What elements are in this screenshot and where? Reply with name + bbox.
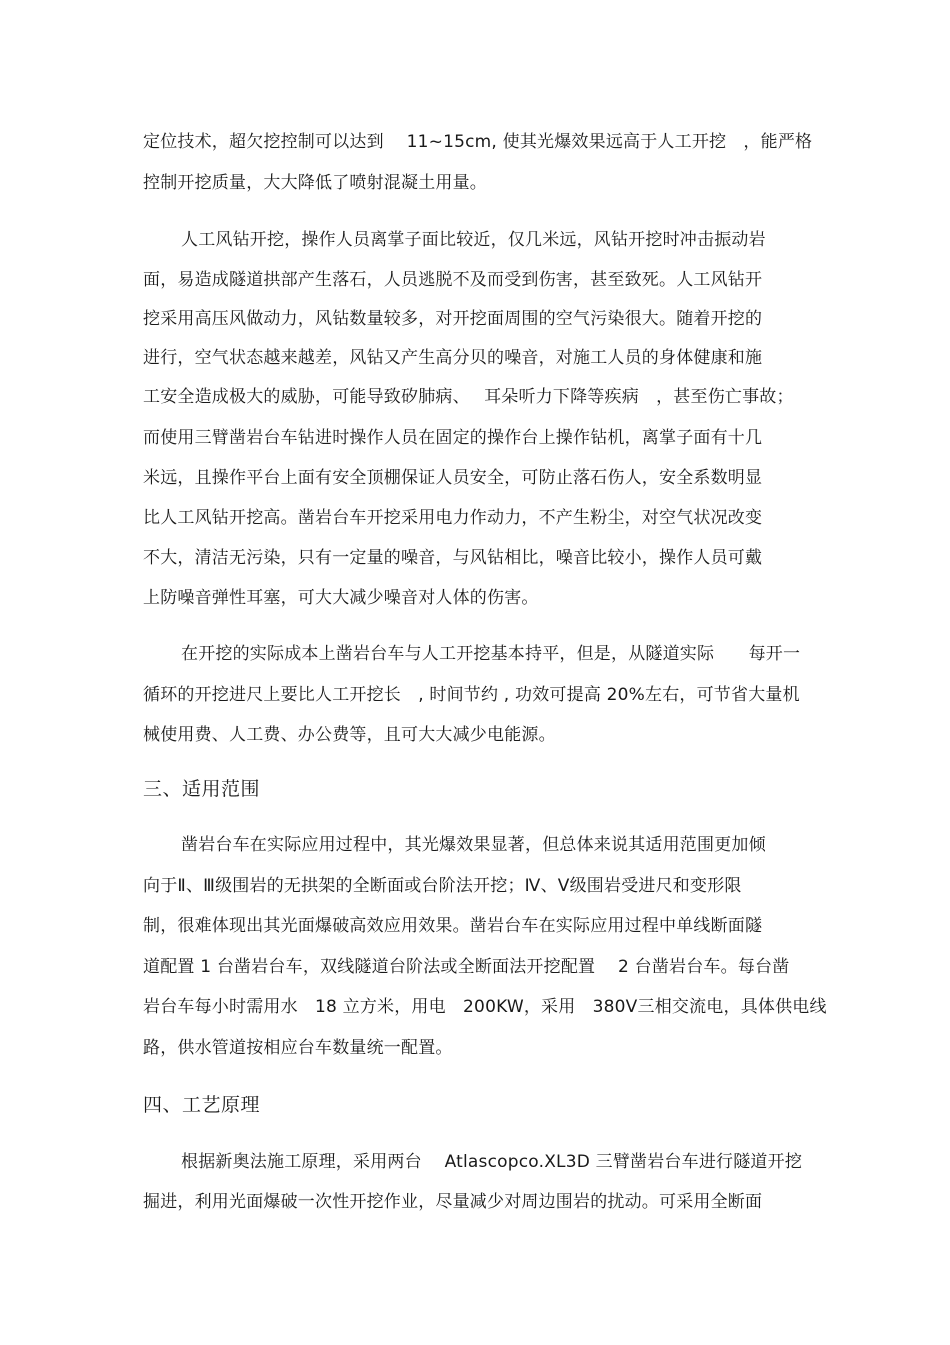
paragraph-2-line-5: 工安全造成极大的威胁，可能导致矽肺病、 耳朵听力下降等疾病 ，甚至伤亡事故； xyxy=(143,387,794,407)
section-heading-principle: 四、工艺原理 xyxy=(143,1094,261,1116)
section-heading-scope: 三、适用范围 xyxy=(143,778,261,800)
paragraph-4-line-3: 制，很难体现出其光面爆破高效应用效果。凿岩台车在实际应用过程中单线断面隧 xyxy=(143,916,763,936)
paragraph-4-line-4: 道配置 1 台凿岩台车，双线隧道台阶法或全断面法开挖配置 2 台凿岩台车。每台凿 xyxy=(143,957,790,977)
paragraph-5-line-1: 根据新奥法施工原理，采用两台 Atlascopco.XL3D 三臂凿岩台车进行隧道开挖 xyxy=(181,1152,803,1172)
paragraph-2-line-9: 不大，清洁无污染，只有一定量的噪音，与风钻相比，噪音比较小，操作人员可戴 xyxy=(143,548,763,568)
paragraph-3-line-2: 循环的开挖进尺上要比人工开挖长 , 时间节约 , 功效可提高 20%左右，可节省大量机 xyxy=(143,685,800,705)
paragraph-4-line-6: 路，供水管道按相应台车数量统一配置。 xyxy=(143,1038,453,1058)
paragraph-2-line-10: 上防噪音弹性耳塞，可大大减少噪音对人体的伤害。 xyxy=(143,588,539,608)
paragraph-4-line-1: 凿岩台车在实际应用过程中，其光爆效果显著，但总体来说其适用范围更加倾 xyxy=(181,835,766,855)
paragraph-2-line-1: 人工风钻开挖，操作人员离掌子面比较近，仅几米远，风钻开挖时冲击振动岩 xyxy=(181,230,766,250)
paragraph-1-line-1: 定位技术，超欠挖控制可以达到 11~15cm, 使其光爆效果远高于人工开挖 ，能严格 xyxy=(143,132,813,152)
paragraph-2-line-6: 而使用三臂凿岩台车钻进时操作人员在固定的操作台上操作钻机，离掌子面有十几 xyxy=(143,428,763,448)
paragraph-3-line-1: 在开挖的实际成本上凿岩台车与人工开挖基本持平，但是，从隧道实际 每开一 xyxy=(181,644,801,664)
paragraph-4-line-2: 向于Ⅱ、Ⅲ级围岩的无拱架的全断面或台阶法开挖；Ⅳ、Ⅴ级围岩受进尺和变形限 xyxy=(143,876,742,896)
paragraph-5-line-2: 掘进，利用光面爆破一次性开挖作业，尽量减少对周边围岩的扰动。可采用全断面 xyxy=(143,1192,763,1212)
paragraph-2-line-4: 进行，空气状态越来越差，风钻又产生高分贝的噪音，对施工人员的身体健康和施 xyxy=(143,348,763,368)
paragraph-3-line-3: 械使用费、人工费、办公费等，且可大大减少电能源。 xyxy=(143,725,556,745)
paragraph-2-line-2: 面，易造成隧道拱部产生落石，人员逃脱不及而受到伤害，甚至致死。人工风钻开 xyxy=(143,270,763,290)
paragraph-4-line-5: 岩台车每小时需用水 18 立方米，用电 200KW，采用 380V三相交流电，具体供电线 xyxy=(143,997,827,1017)
paragraph-2-line-3: 挖采用高压风做动力，风钻数量较多，对开挖面周围的空气污染很大。随着开挖的 xyxy=(143,309,763,329)
paragraph-2-line-7: 米远，且操作平台上面有安全顶棚保证人员安全，可防止落石伤人，安全系数明显 xyxy=(143,468,763,488)
paragraph-2-line-8: 比人工风钻开挖高。凿岩台车开挖采用电力作动力，不产生粉尘，对空气状况改变 xyxy=(143,508,763,528)
paragraph-1-line-2: 控制开挖质量，大大降低了喷射混凝土用量。 xyxy=(143,173,487,193)
